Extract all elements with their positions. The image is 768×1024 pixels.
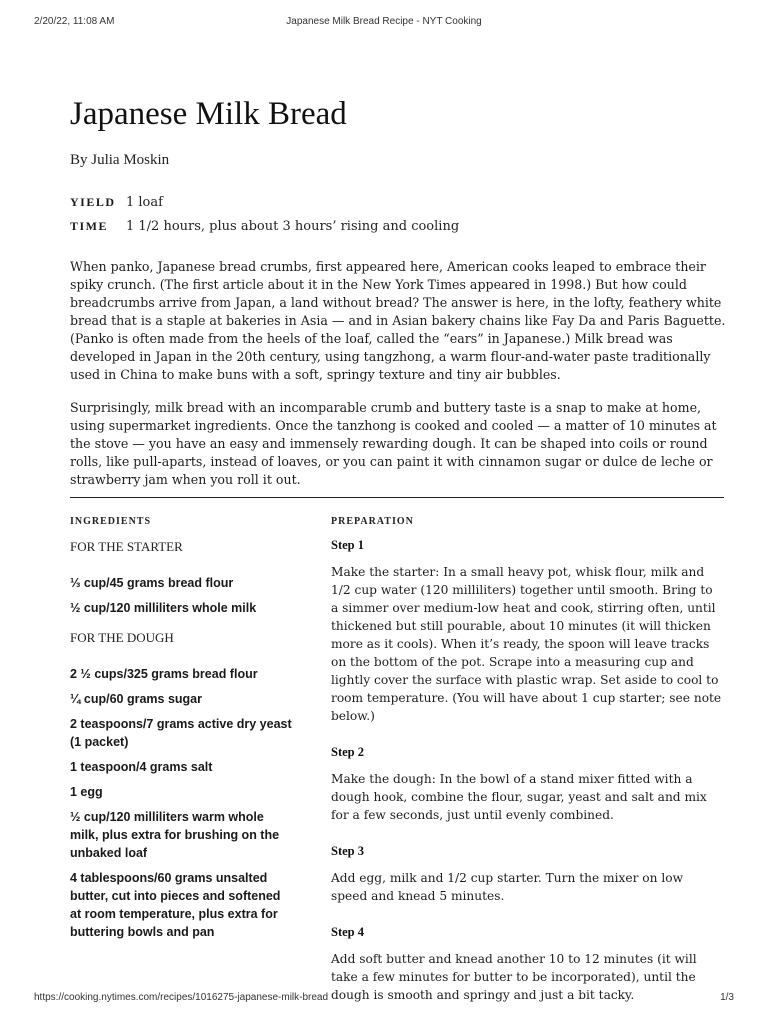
print-datetime: 2/20/22, 11:08 AM [34, 16, 115, 27]
preparation-steps [331, 538, 723, 1024]
step-text: Add soft butter and knead another 10 to 12 minutes (it will take a few minutes for butter to be incorporated), until the dough is smooth and springy and just a bit tacky. [331, 952, 697, 1002]
recipe-title: Japanese Milk Bread [70, 96, 347, 132]
ingredient-item: ½ cup/120 milliliters whole milk [70, 601, 257, 615]
time-value: 1 1/2 hours, plus about 3 hours’ rising and cooling [126, 219, 460, 234]
ingredient-item: 2 teaspoons/7 grams active dry yeast (1 packet) [70, 717, 292, 749]
step-label: Step 1 [331, 538, 364, 552]
time-row [70, 219, 459, 234]
step-text: Add egg, milk and 1/2 cup starter. Turn the mixer on low speed and knead 5 minutes. [331, 871, 684, 903]
recipe-intro [70, 258, 730, 504]
ingredient-item: ⅓ cup/45 grams bread flour [70, 576, 234, 590]
ingredients-heading: INGREDIENTS [70, 516, 152, 527]
ingredient-item: 2 ½ cups/325 grams bread flour [70, 667, 258, 681]
print-footer [34, 992, 734, 1003]
ingredient-item: ½ cup/120 milliliters warm whole milk, plus extra for brushing on the unbaked loaf [70, 810, 280, 860]
step-label: Step 4 [331, 925, 364, 939]
step-text: Make the dough: In the bowl of a stand mixer fitted with a dough hook, combine the flour, sugar, yeast and salt and mix for a few seconds, just until evenly combined. [331, 772, 707, 822]
yield-label: YIELD [70, 195, 116, 209]
page-url: https://cooking.nytimes.com/recipes/1016275-japanese-milk-bread [34, 992, 329, 1003]
yield-row [70, 195, 163, 210]
preparation-heading: PREPARATION [331, 516, 414, 527]
ingredient-item: 4 tablespoons/60 grams unsalted butter, cut into pieces and softened at room temperature, plus extra for buttering bowls and pan [70, 871, 281, 939]
ingredient-item: ¼ cup/60 grams sugar [70, 692, 203, 706]
ingredient-item: 1 egg [70, 785, 103, 799]
dough-section-label: FOR THE DOUGH [70, 630, 174, 645]
yield-value: 1 loaf [126, 195, 163, 210]
recipe-byline: By Julia Moskin [70, 152, 170, 168]
print-page-title: Japanese Milk Bread Recipe - NYT Cooking [286, 16, 482, 27]
intro-paragraph: When panko, Japanese bread crumbs, first appeared here, American cooks leaped to embrace their spiky crunch. (The first article about it in the New York Times appeared in 1998.) But how could breadcrumbs arrive from Japan, a land without bread? The answer is here, in the lofty, feathery white bread that is a staple at bakeries in Asia — and in Asian bakery chains like Fay Da and Paris Baguette. (Panko is often made from the heels of the loaf, called the “ears” in Japanese.) Milk bread was developed in Japan in the 20th century, using tangzhong, a warm flour-and-water paste traditionally used in China to make buns with a soft, springy texture and tiny air bubbles. [70, 259, 726, 382]
starter-section-label: FOR THE STARTER [70, 539, 183, 554]
section-divider [70, 497, 724, 498]
time-label: TIME [70, 219, 109, 233]
page-number: 1/3 [720, 992, 734, 1003]
step-label: Step 2 [331, 745, 364, 759]
step-text: Make the starter: In a small heavy pot, whisk flour, milk and 1/2 cup water (120 milliliters) together until smooth. Bring to a simmer over medium-low heat and cook, stirring often, until thickened but still pourable, about 10 minutes (it will thicken more as it cools). When it’s ready, the spoon will leave tracks on the bottom of the pot. Scrape into a measuring cup and lightly cover the surface with plastic wrap. Set aside to cool to room temperature. (You will have about 1 cup starter; see note below.) [331, 565, 722, 723]
step-label: Step 3 [331, 844, 364, 858]
ingredient-item: 1 teaspoon/4 grams salt [70, 760, 213, 774]
print-header [34, 16, 734, 27]
intro-paragraph: Surprisingly, milk bread with an incomparable crumb and buttery taste is a snap to make at home, using supermarket ingredients. Once the tanzhong is cooked and cooled — a matter of 10 minutes at the stove — you have an easy and immensely rewarding dough. It can be shaped into coils or round rolls, like pull-aparts, instead of loaves, or you can paint it with cinnamon sugar or dulce de leche or strawberry jam when you roll it out. [70, 400, 717, 487]
ingredients-list [70, 538, 295, 948]
